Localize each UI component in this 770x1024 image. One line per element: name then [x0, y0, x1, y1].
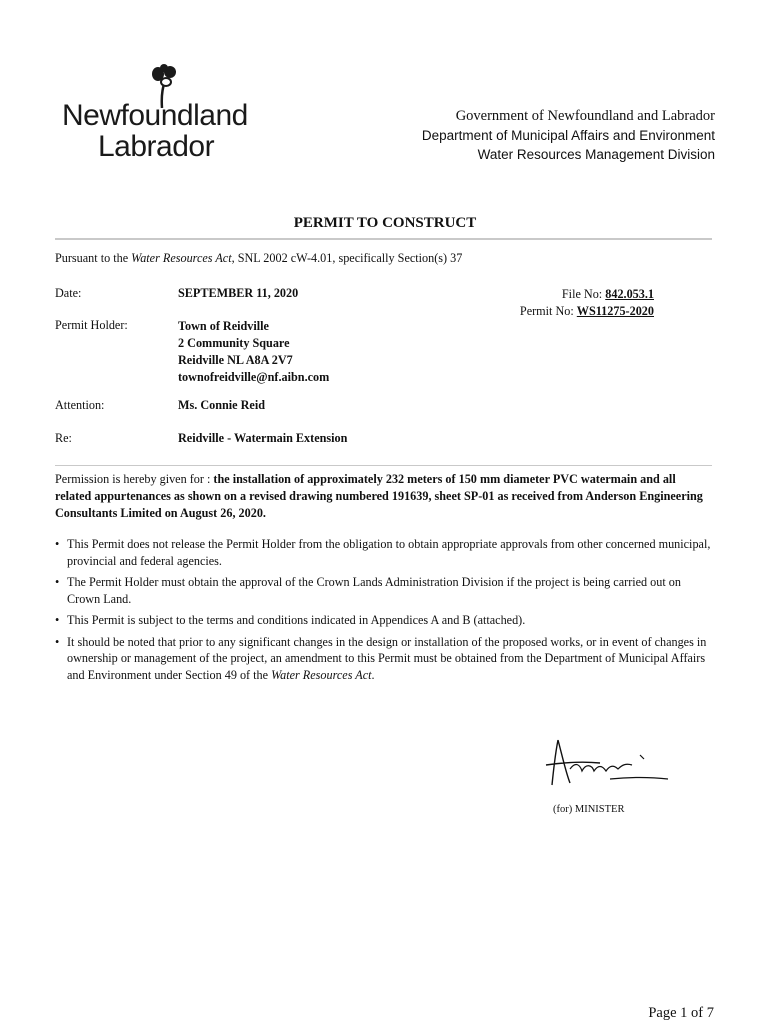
attention-label: Attention:: [55, 398, 105, 412]
list-item: [55, 634, 717, 684]
department-header: [422, 107, 715, 164]
section-divider: [55, 465, 712, 466]
permit-number-value: WS11275-2020: [576, 304, 654, 318]
logo-wordmark: [62, 100, 248, 162]
permission-body: the installation of approximately 232 meters of 150 mm diameter PVC watermain and all related appurtenances as shown on a revised drawing numbered 191639, sheet SP-01 as received from Anderson Engineering Consultants Limited on August 26, 2020.: [55, 472, 703, 520]
government-name: Government of Newfoundland and Labrador: [455, 108, 715, 124]
holder-line: Town of Reidville: [178, 319, 269, 333]
page-number: Page 1 of 7: [648, 1005, 714, 1021]
attention-value: Ms. Connie Reid: [178, 398, 266, 412]
signature-image: [540, 735, 680, 795]
list-item-text: This Permit does not release the Permit Holder from the obligation to obtain appropriate approvals from other concerned municipal, provincial and federal agencies.: [67, 537, 711, 568]
list-item-text-suffix: .: [371, 667, 375, 682]
list-item-text: The Permit Holder must obtain the approval of the Crown Lands Administration Division if the project is being carried out on Crown Land.: [67, 575, 681, 606]
permit-holder-label: Permit Holder:: [55, 318, 128, 332]
re-value: Reidville - Watermain Extension: [178, 431, 348, 445]
file-number-label: File No:: [561, 287, 606, 301]
government-logo: [62, 64, 262, 164]
bullet-icon: •: [55, 634, 60, 649]
department-name: Department of Municipal Affairs and Environment: [421, 128, 715, 143]
list-item-text: [67, 635, 706, 682]
bullet-icon: •: [55, 575, 60, 589]
list-item: [55, 574, 717, 607]
permission-prefix: Permission is hereby given for :: [55, 472, 214, 486]
bullet-icon: •: [55, 537, 60, 551]
list-item-act: Water Resources Act: [271, 667, 372, 682]
file-permit-block: [497, 286, 654, 320]
holder-email: townofreidville@nf.aibn.com: [178, 370, 330, 384]
list-item-text-prefix: It should be noted that prior to any significant changes in the design or installation of the proposed works, or in event of changes in ownership or management of the project, an amendment to this Permit must be obtained from the Department of Municipal Affairs and Environment under Section 49 of the: [67, 634, 707, 682]
date-label: Date:: [55, 286, 82, 300]
list-item: [55, 612, 717, 629]
permit-holder-address: [178, 318, 329, 386]
title-divider: [55, 238, 712, 240]
conditions-list: [55, 536, 717, 688]
permission-statement: [55, 471, 715, 522]
logo-line-2: Labrador: [98, 130, 215, 163]
pursuant-line: [55, 251, 462, 266]
pursuant-act: Water Resources Act: [131, 251, 232, 265]
re-label: Re:: [55, 431, 72, 445]
list-item: [55, 536, 717, 569]
holder-line: Reidville NL A8A 2V7: [178, 353, 293, 367]
permit-number-row: [497, 303, 654, 320]
holder-line: 2 Community Square: [178, 336, 290, 350]
logo-line-1: Newfoundland: [62, 99, 248, 132]
permit-number-label: Permit No:: [519, 304, 577, 318]
pursuant-prefix: Pursuant to the: [55, 251, 132, 265]
date-value: SEPTEMBER 11, 2020: [178, 286, 299, 300]
file-number-row: [497, 286, 654, 303]
list-item-text: This Permit is subject to the terms and conditions indicated in Appendices A and B (attached).: [67, 613, 526, 627]
pursuant-suffix: , SNL 2002 cW-4.01, specifically Section(s) 37: [231, 251, 463, 265]
division-name: Water Resources Management Division: [477, 147, 715, 162]
document-title: PERMIT TO CONSTRUCT: [293, 215, 477, 231]
signature-caption: (for) MINISTER: [553, 804, 625, 815]
bullet-icon: •: [55, 613, 60, 627]
file-number-value: 842.053.1: [605, 287, 654, 301]
